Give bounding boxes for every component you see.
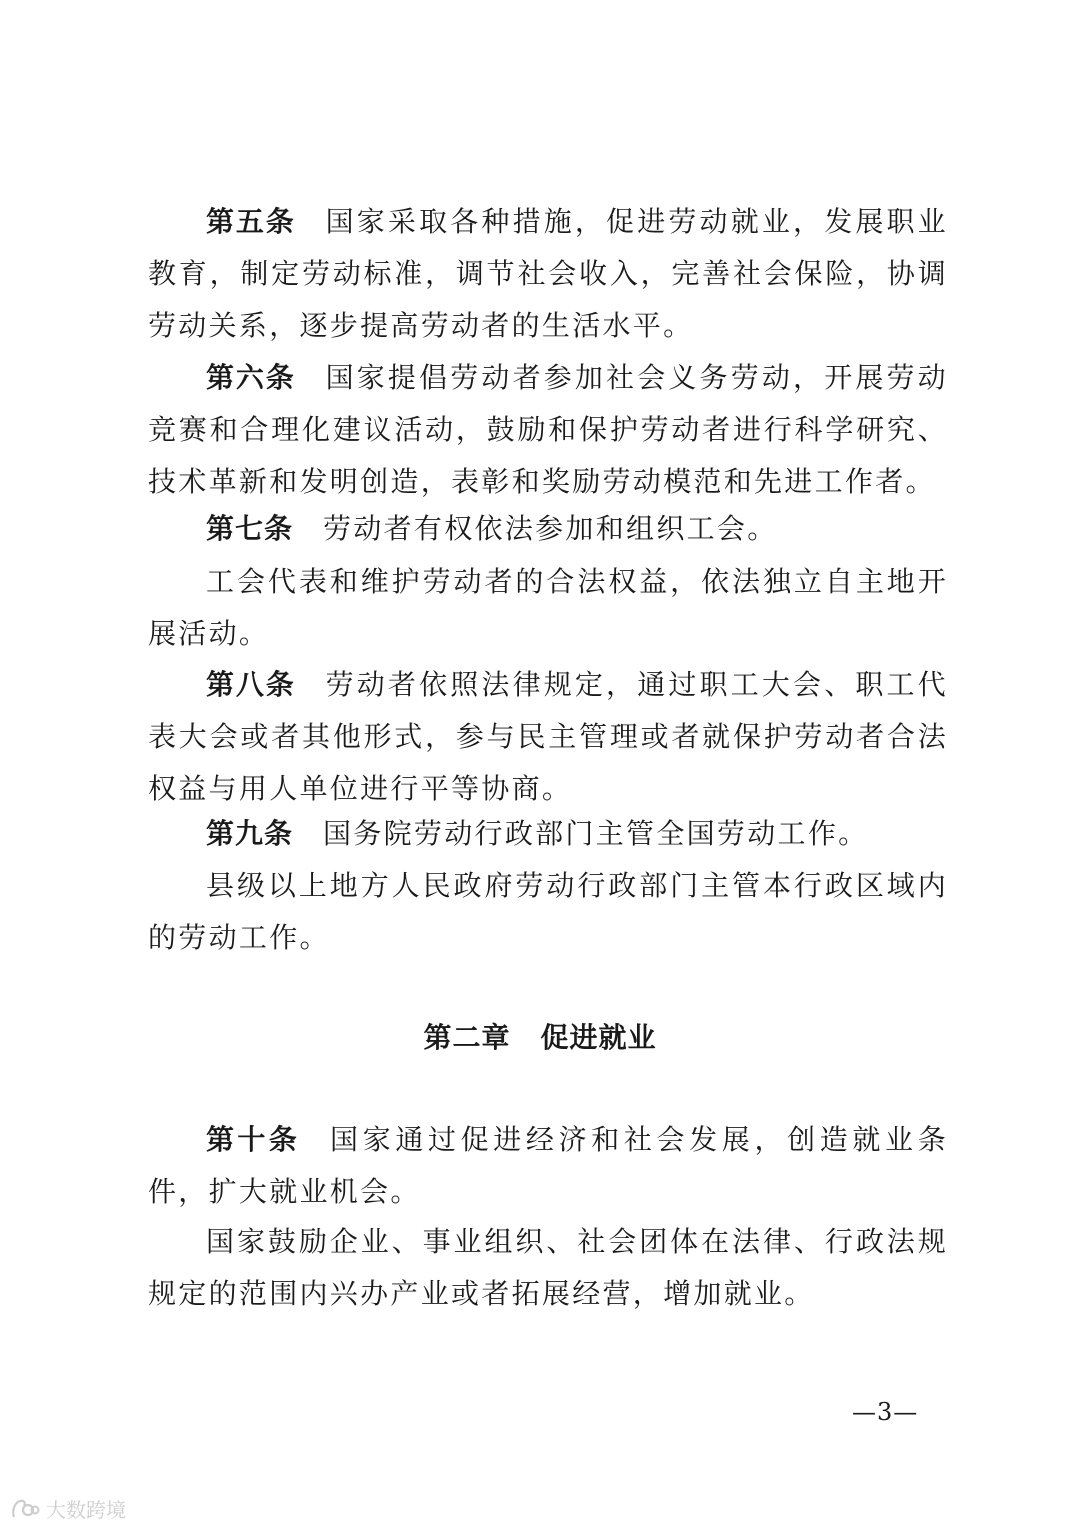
chapter-title: 促进就业 [540,1021,657,1054]
chapter-heading [0,1016,1080,1056]
article-9 [148,808,948,860]
article-10-paragraph-2 [148,1216,948,1320]
article-7 [148,503,948,555]
article-text: 国务院劳动行政部门主管全国劳动工作。 [323,817,869,850]
chapter-number: 第二章 [423,1021,511,1054]
article-text: 劳动者依照法律规定，通过职工大会、职工代表大会或者其他形式，参与民主管理或者就保护劳动者合法权益与用人单位进行平等协商。 [148,668,948,805]
article-label: 第五条 [206,205,296,238]
article-5 [148,196,948,352]
article-text: 劳动者有权依法参加和组织工会。 [323,512,778,545]
article-label: 第九条 [206,817,294,850]
article-text: 国家采取各种措施，促进劳动就业，发展职业教育，制定劳动标准，调节社会收入，完善社会保险，协调劳动关系，逐步提高劳动者的生活水平。 [148,205,948,342]
page-number: —3— [852,1398,919,1426]
watermark-logo-icon [10,1497,40,1521]
article-text: 国家鼓励企业、事业组织、社会团体在法律、行政法规规定的范围内兴办产业或者拓展经营，增加就业。 [148,1225,948,1310]
article-text: 工会代表和维护劳动者的合法权益，依法独立自主地开展活动。 [148,565,948,650]
article-label: 第六条 [206,361,296,394]
article-8 [148,659,948,815]
article-label: 第八条 [206,668,296,701]
article-text: 国家通过促进经济和社会发展，创造就业条件，扩大就业机会。 [148,1123,948,1208]
article-text: 县级以上地方人民政府劳动行政部门主管本行政区域内的劳动工作。 [148,869,948,954]
article-7-paragraph-2 [148,556,948,660]
article-label: 第十条 [206,1123,301,1156]
article-text: 国家提倡劳动者参加社会义务劳动，开展劳动竞赛和合理化建议活动，鼓励和保护劳动者进行科学研究、技术革新和发明创造，表彰和奖励劳动模范和先进工作者。 [148,361,948,498]
article-10 [148,1114,948,1218]
article-6 [148,352,948,508]
article-label: 第七条 [206,512,294,545]
article-9-paragraph-2 [148,860,948,964]
watermark [10,1494,126,1523]
watermark-text: 大数跨境 [46,1498,126,1522]
